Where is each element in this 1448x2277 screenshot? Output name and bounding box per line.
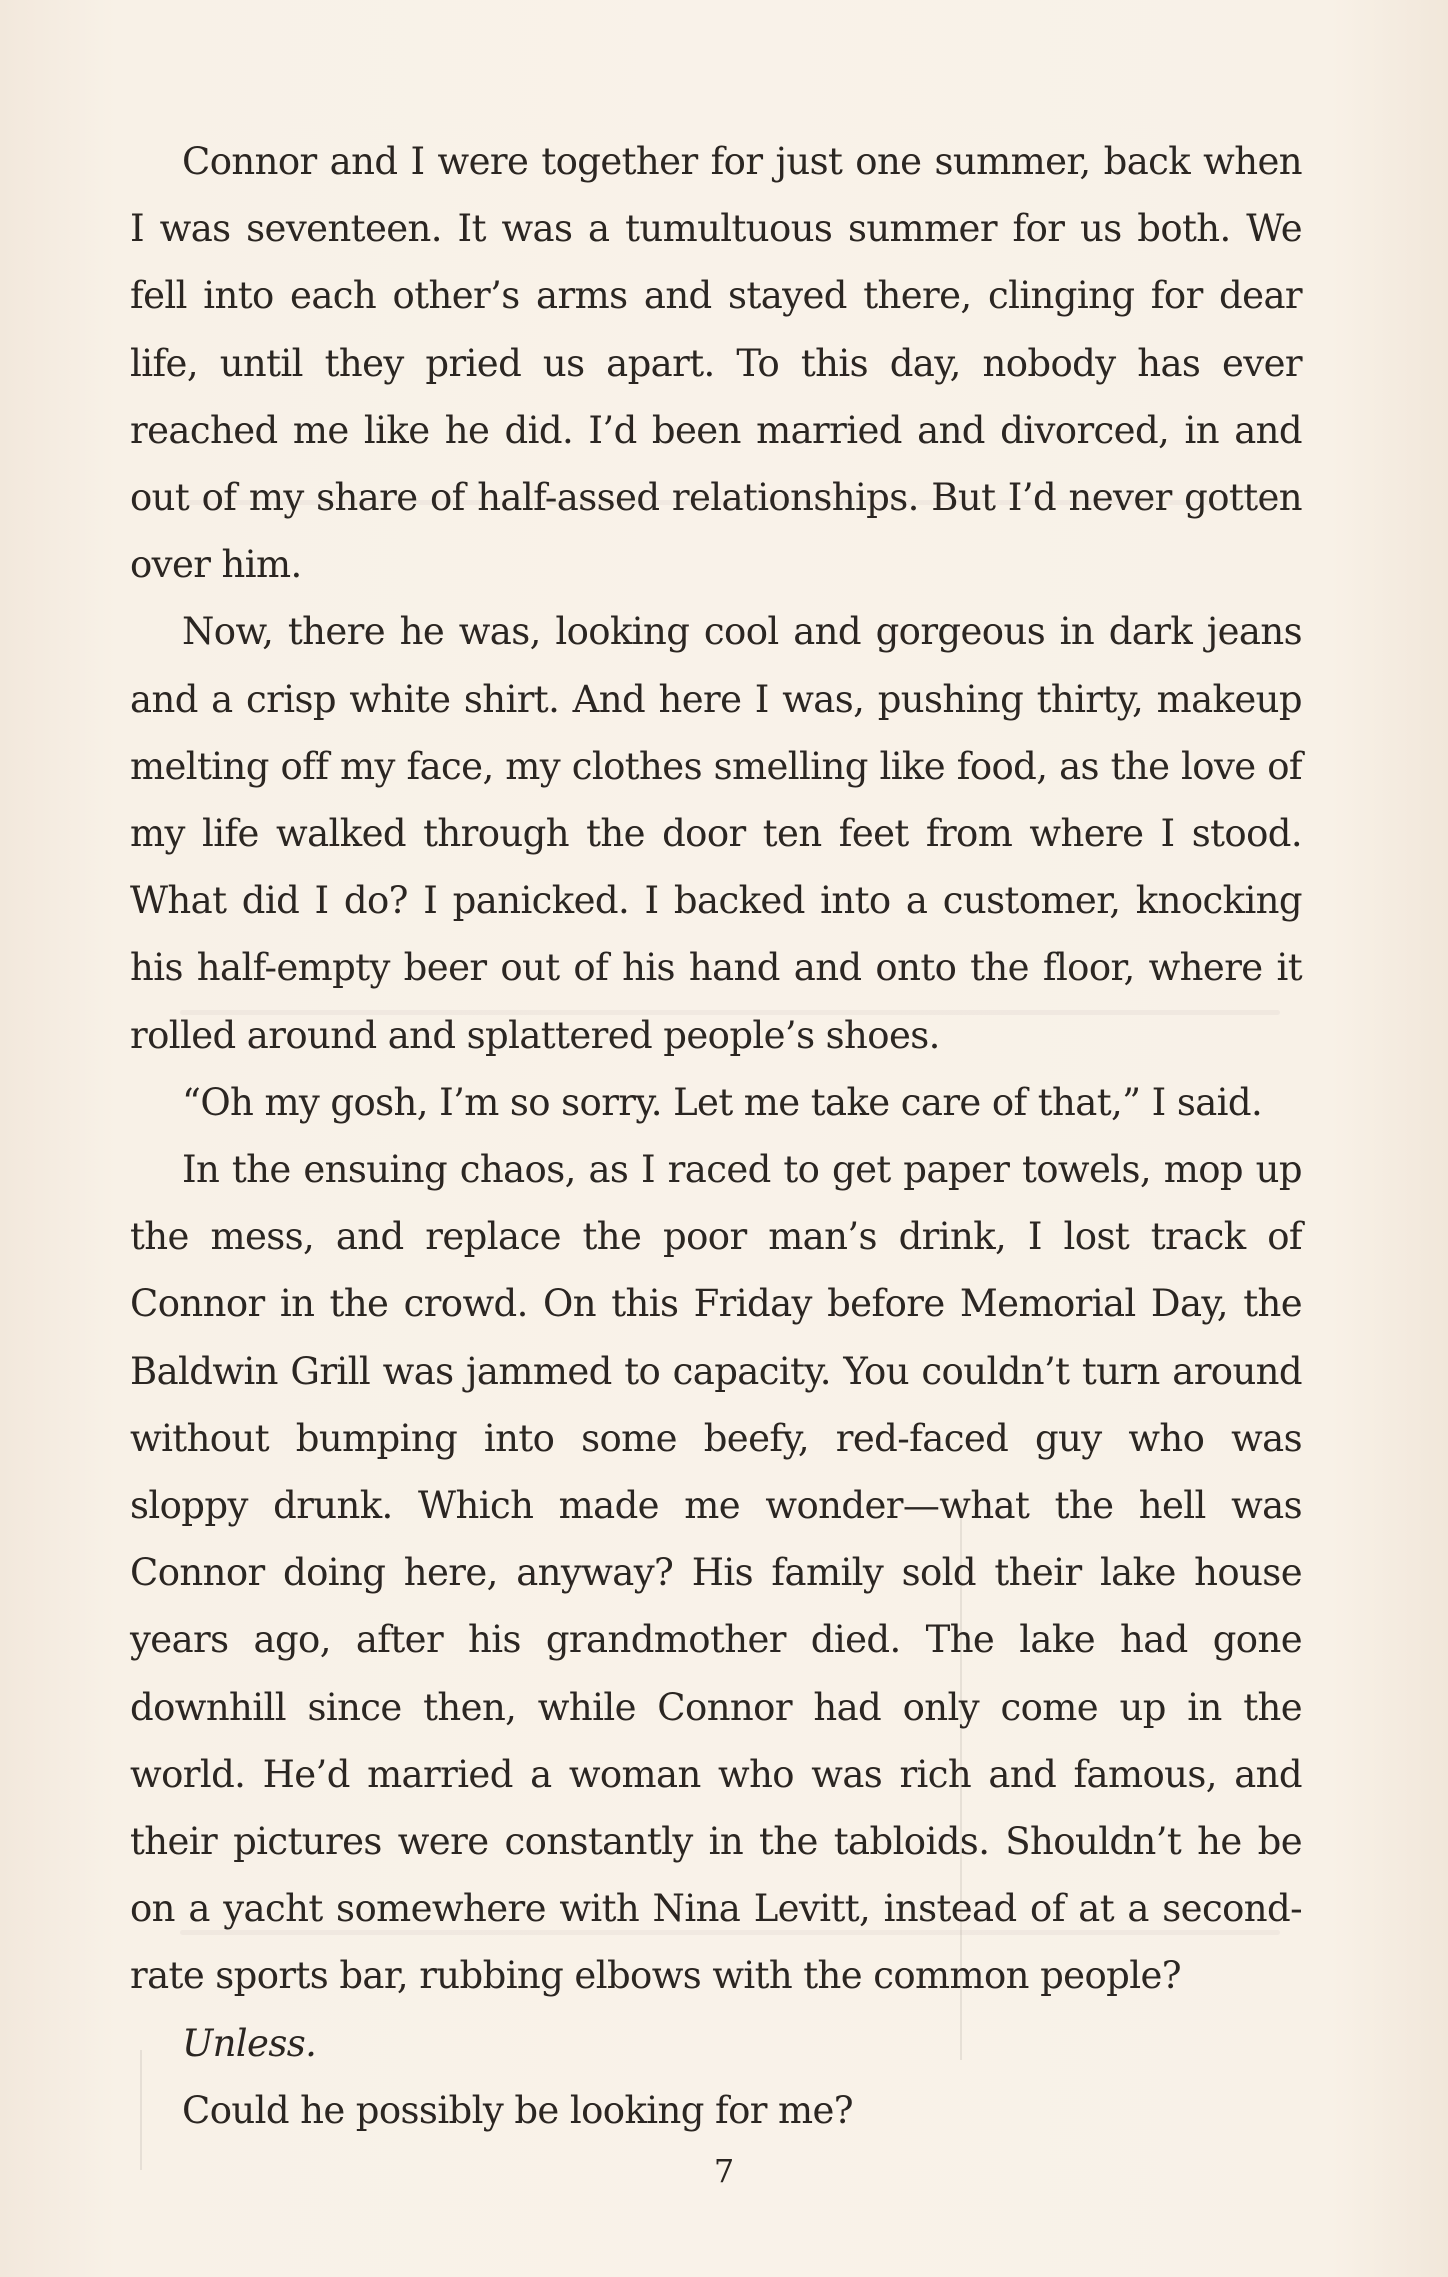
paragraph: Now, there he was, looking cool and gorgeous in dark jeans and a crisp white shirt. And here I was, pushing thirty, makeup melting off my face, my clothes smelling like food, as the love of my life walked through the door ten feet from where I stood. What did I do? I panicked. I backed into a customer, knocking his half-empty beer out of his hand and onto the floor, where it rolled around and splattered people’s shoes.	[130, 610, 1302, 1057]
paragraph-italic: Unless.	[182, 2021, 317, 2065]
paragraph: In the ensuing chaos, as I raced to get paper towels, mop up the mess, and replace the poor man’s drink, I lost track of Connor in the crowd. On this Friday before Memorial Day, the Baldwin Grill was jammed to capacity. You couldn’t turn around without bumping into some beefy, red-faced guy who was sloppy drunk. Which made me wonder—what the hell was Connor doing here, anyway? His family sold their lake house years ago, after his grandmother died. The lake had gone downhill since then, while Connor had only come up in the world. He’d married a woman who was rich and famous, and their pictures were constantly in the tabloids. Shouldn’t he be on a yacht somewhere with Nina Levitt, instead of at a second-rate sports bar, rubbing elbows with the common people?	[130, 1148, 1302, 1998]
body-text	[130, 128, 1302, 2144]
paragraph: Could he possibly be looking for me?	[182, 2088, 854, 2132]
page-number: 7	[713, 2152, 735, 2190]
paragraph: “Oh my gosh, I’m so sorry. Let me take care of that,” I said.	[182, 1080, 1263, 1124]
paragraph: Connor and I were together for just one summer, back when I was seventeen. It was a tumultuous summer for us both. We fell into each other’s arms and stayed there, clinging for dear life, until they pried us apart. To this day, nobody has ever reached me like he did. I’d been married and divorced, in and out of my share of half-assed relationships. But I’d never gotten over him.	[130, 140, 1302, 587]
